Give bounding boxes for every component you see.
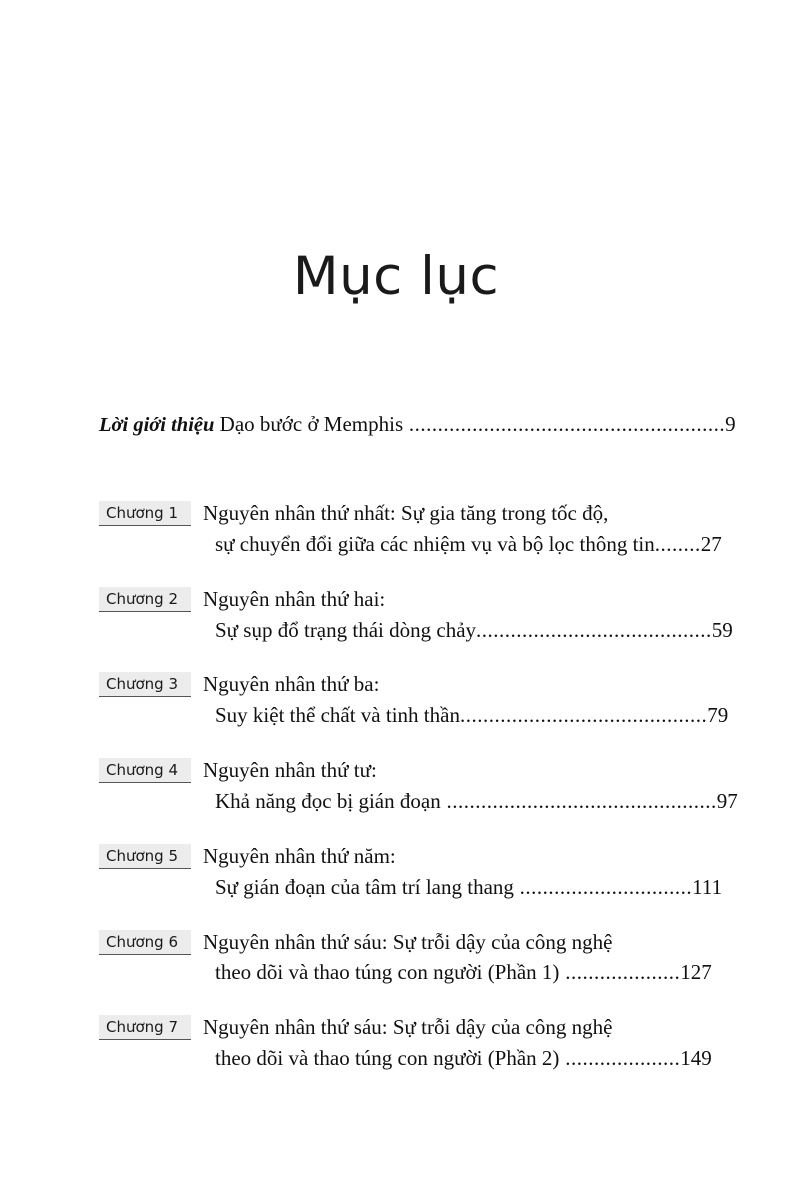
chapter-title-line-1: Nguyên nhân thứ ba: (203, 672, 380, 697)
chapter-title-line-1: Nguyên nhân thứ nhất: Sự gia tăng trong tốc độ, (203, 500, 609, 525)
toc-entry-chapter-1[interactable] (99, 498, 722, 560)
chapter-title-text: Khả năng đọc bị gián đoạn (215, 788, 441, 813)
chapter-page-number: 59 (711, 617, 733, 642)
leader-dots: ....................................................... (403, 412, 726, 437)
leader-dots: .................... (559, 1046, 681, 1071)
leader-dots: ............................................... (440, 788, 717, 813)
chapter-title-line-2 (203, 1043, 712, 1074)
chapter-title-line-2 (203, 786, 738, 817)
chapter-title-line-2 (203, 529, 722, 560)
toc-entry-chapter-4[interactable] (99, 755, 738, 817)
chapter-tag: Chương 3 (99, 672, 191, 697)
chapter-tag: Chương 6 (99, 930, 191, 955)
chapter-tag: Chương 2 (99, 587, 191, 612)
introduction-label: Lời giới thiệu (99, 414, 215, 437)
chapter-page-number: 149 (680, 1046, 712, 1071)
toc-entry-chapter-3[interactable] (99, 669, 729, 731)
chapter-body (203, 755, 738, 817)
chapter-tag: Chương 1 (99, 501, 191, 526)
chapter-body (203, 841, 722, 903)
leader-dots: .............................. (513, 874, 693, 899)
chapter-title-text: Sự sụp đổ trạng thái dòng chảy (215, 617, 477, 642)
chapter-title-text: sự chuyển đổi giữa các nhiệm vụ và bộ lọc thông tin (215, 531, 655, 556)
leader-dots: ........ (654, 531, 701, 556)
chapter-title-line-1: Nguyên nhân thứ năm: (203, 843, 396, 868)
leader-dots: .................... (559, 960, 681, 985)
toc-entry-chapter-6[interactable] (99, 927, 712, 989)
chapter-title-line-2 (203, 872, 722, 903)
leader-dots: ........................................... (459, 703, 708, 728)
chapter-title-text: Suy kiệt thể chất và tinh thần (215, 703, 460, 728)
chapter-tag: Chương 4 (99, 758, 191, 783)
table-of-contents (0, 410, 792, 1074)
chapter-page-number: 79 (707, 703, 729, 728)
chapter-body (203, 927, 712, 989)
chapter-title-text: theo dõi và thao túng con người (Phần 2) (215, 1046, 560, 1071)
chapter-title-line-1: Nguyên nhân thứ sáu: Sự trỗi dậy của công nghệ (203, 1015, 613, 1040)
chapter-tag: Chương 7 (99, 1015, 191, 1040)
chapter-title-line-1: Nguyên nhân thứ hai: (203, 586, 386, 611)
introduction-title: Dạo bước ở Memphis (219, 412, 404, 437)
chapter-body (203, 669, 728, 731)
chapter-page-number: 127 (680, 960, 712, 985)
chapter-title-text: Sự gián đoạn của tâm trí lang thang (215, 874, 514, 899)
chapter-body (203, 584, 733, 646)
toc-entry-chapter-5[interactable] (99, 841, 723, 903)
chapter-body (203, 1012, 712, 1074)
leader-dots: ......................................... (476, 617, 712, 642)
toc-entry-chapter-7[interactable] (99, 1012, 712, 1074)
chapter-title-line-2 (203, 957, 712, 988)
chapter-title-line-2 (203, 615, 733, 646)
introduction-page-number: 9 (725, 412, 736, 437)
chapter-page-number: 97 (716, 788, 738, 813)
page-title: Mục lục (292, 246, 500, 307)
chapter-title-line-1: Nguyên nhân thứ sáu: Sự trỗi dậy của công nghệ (203, 929, 613, 954)
toc-entry-chapter-2[interactable] (99, 584, 733, 646)
chapter-body (203, 498, 722, 560)
chapter-page-number: 27 (700, 531, 722, 556)
chapter-tag: Chương 5 (99, 844, 191, 869)
chapter-title-line-2 (203, 700, 728, 731)
chapter-title-text: theo dõi và thao túng con người (Phần 1) (215, 960, 560, 985)
chapter-title-line-1: Nguyên nhân thứ tư: (203, 758, 377, 783)
chapter-page-number: 111 (692, 874, 723, 899)
toc-entry-introduction[interactable] (99, 410, 736, 440)
